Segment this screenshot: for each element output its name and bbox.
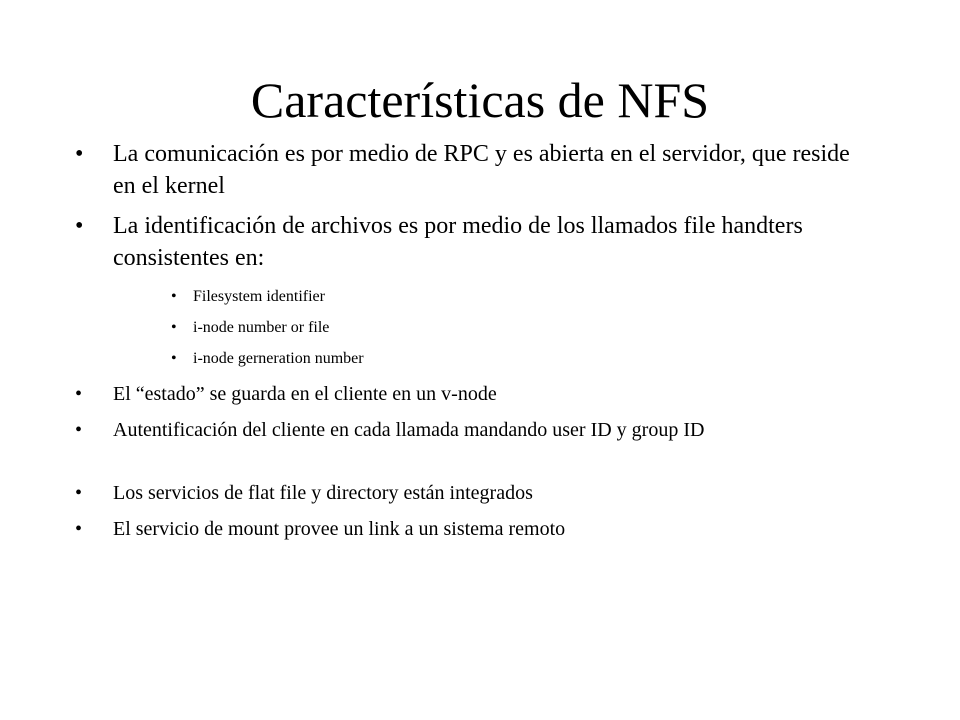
bullet-text: Autentificación del cliente en cada llamada mandando user ID y group ID <box>113 419 705 441</box>
bullet-marker: • <box>75 482 83 504</box>
sub-bullet-text: i-node number or file <box>193 319 330 336</box>
sub-bullet-text: Filesystem identifier <box>193 288 325 305</box>
bullet-marker: • <box>171 288 177 305</box>
bullet-marker: • <box>75 141 84 167</box>
slide-title: Características de NFS <box>250 72 710 128</box>
bullet-marker: • <box>171 350 177 367</box>
bullet-marker: • <box>171 319 177 336</box>
bullet-text: Los servicios de flat file y directory están integrados <box>113 482 533 504</box>
bullet-marker: • <box>75 213 84 239</box>
bullet-marker: • <box>75 419 83 441</box>
bullet-marker: • <box>75 518 83 540</box>
bullet-text: El servicio de mount provee un link a un sistema remoto <box>113 518 566 540</box>
sub-bullet-text: i-node gerneration number <box>193 350 364 367</box>
bullet-text: La comunicación es por medio de RPC y es abierta en el servidor, que reside en el kernel <box>113 141 850 199</box>
bullet-text: El “estado” se guarda en el cliente en un v-node <box>113 383 497 405</box>
bullet-marker: • <box>75 383 83 405</box>
bullet-text: La identificación de archivos es por medio de los llamados file handters consistentes en: <box>113 213 803 271</box>
